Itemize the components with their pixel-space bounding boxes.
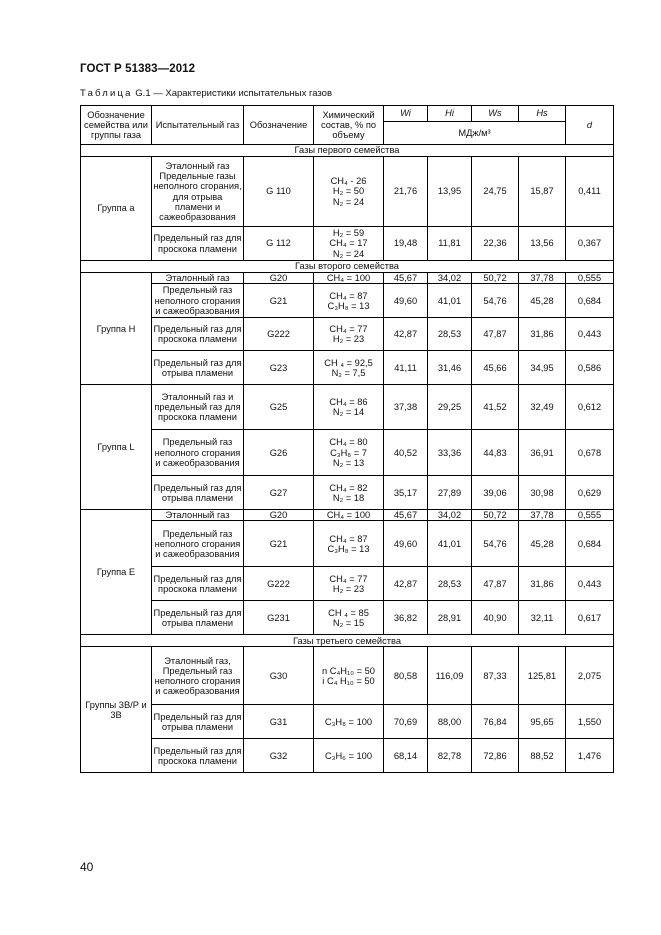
header-density: d xyxy=(566,106,614,145)
density-cell: 0,617 xyxy=(566,601,614,635)
header-test-gas: Испытательный газ xyxy=(152,106,244,145)
composition-line: CH₄ = 87 xyxy=(329,290,368,301)
designation-cell: G20 xyxy=(244,273,314,284)
test-gas-cell: Предельный газ для отрыва пламени xyxy=(152,476,244,510)
ws-cell: 50,72 xyxy=(472,273,519,284)
composition-line: N₂ = 24 xyxy=(332,248,365,259)
wi-cell: 49,60 xyxy=(384,521,428,567)
test-gas-cell: Предельный газ неполного сгорания и сажеобразования xyxy=(152,430,244,476)
composition-cell xyxy=(314,567,384,601)
composition-line: CH₄ = 100 xyxy=(326,273,371,283)
table-row xyxy=(81,647,614,705)
header-hi: Hi xyxy=(428,106,472,122)
hs-cell: 13,56 xyxy=(519,227,566,261)
density-cell: 1,550 xyxy=(566,705,614,739)
table-row xyxy=(81,227,614,261)
ws-cell: 54,76 xyxy=(472,521,519,567)
table-row xyxy=(81,510,614,521)
table-row xyxy=(81,601,614,635)
table-row xyxy=(81,351,614,385)
test-gas-cell: Эталонный газ и предельный газ для проскока пламени xyxy=(152,385,244,430)
designation-cell: G27 xyxy=(244,476,314,510)
hi-cell: 41,01 xyxy=(428,521,472,567)
composition-cell xyxy=(314,739,384,773)
header-ws: Ws xyxy=(472,106,519,122)
ws-cell: 72,86 xyxy=(472,739,519,773)
wi-cell: 41,11 xyxy=(384,351,428,385)
test-gas-cell: Эталонный газ xyxy=(152,273,244,284)
designation-cell: G21 xyxy=(244,284,314,318)
hs-cell: 45,28 xyxy=(519,521,566,567)
composition-cell xyxy=(314,284,384,318)
ws-cell: 47,87 xyxy=(472,318,519,351)
gas-characteristics-table xyxy=(80,105,614,773)
composition-line: n C₄H₁₀ = 50 xyxy=(322,665,375,676)
hi-cell: 13,95 xyxy=(428,157,472,227)
group-name: Группы 3В/Р и 3В xyxy=(81,647,152,773)
hi-cell: 116,09 xyxy=(428,647,472,705)
wi-cell: 35,17 xyxy=(384,476,428,510)
density-cell: 0,684 xyxy=(566,521,614,567)
designation-cell: G31 xyxy=(244,705,314,739)
test-gas-cell: Эталонный газ xyxy=(152,510,244,521)
wi-cell: 45,67 xyxy=(384,273,428,284)
wi-cell: 36,82 xyxy=(384,601,428,635)
hs-cell: 95,65 xyxy=(519,705,566,739)
designation-cell: G21 xyxy=(244,521,314,567)
composition-line: N₂ = 13 xyxy=(332,457,365,468)
density-cell: 0,411 xyxy=(566,157,614,227)
section-title: Газы первого семейства xyxy=(81,145,614,157)
composition-cell xyxy=(314,647,384,705)
table-caption xyxy=(80,88,332,99)
table-row xyxy=(81,521,614,567)
wi-cell: 70,69 xyxy=(384,705,428,739)
wi-cell: 40,52 xyxy=(384,430,428,476)
test-gas-cell: Эталонный газ Предельные газы неполного сгорания, для отрыва пламени и сажеобразования xyxy=(152,157,244,227)
wi-cell: 19,48 xyxy=(384,227,428,261)
designation-cell: G23 xyxy=(244,351,314,385)
composition-line: CH ₄ = 92,5 xyxy=(324,357,373,368)
composition-line: C₃H₈ = 13 xyxy=(327,300,370,311)
wi-cell: 68,14 xyxy=(384,739,428,773)
test-gas-cell: Предельный газ неполного сгорания и сажеобразования xyxy=(152,284,244,318)
group-name: Группа Н xyxy=(81,273,152,385)
wi-cell: 49,60 xyxy=(384,284,428,318)
density-cell: 0,443 xyxy=(566,318,614,351)
designation-cell: G32 xyxy=(244,739,314,773)
composition-line: N₂ = 18 xyxy=(332,492,365,503)
composition-line: CH₄ = 80 xyxy=(329,437,368,448)
document-header: ГОСТ Р 51383—2012 xyxy=(80,63,196,75)
test-gas-cell: Предельный газ для отрыва пламени xyxy=(152,705,244,739)
section-row xyxy=(81,145,614,157)
composition-line: CH₄ = 87 xyxy=(329,533,368,544)
hs-cell: 32,11 xyxy=(519,601,566,635)
hs-cell: 34,95 xyxy=(519,351,566,385)
table-row xyxy=(81,273,614,284)
group-name: Группа Е xyxy=(81,510,152,635)
density-cell: 0,443 xyxy=(566,567,614,601)
composition-cell xyxy=(314,385,384,430)
table-caption-title: G.1 — Характеристики испытательных газов xyxy=(132,88,332,99)
test-gas-cell: Предельный газ неполного сгорания и сажеобразования xyxy=(152,521,244,567)
hi-cell: 34,02 xyxy=(428,510,472,521)
composition-line: CH₄ = 77 xyxy=(329,573,368,584)
wi-cell: 37,38 xyxy=(384,385,428,430)
designation-cell: G231 xyxy=(244,601,314,635)
composition-cell xyxy=(314,510,384,521)
hs-cell: 37,78 xyxy=(519,510,566,521)
test-gas-cell: Предельный газ для отрыва пламени xyxy=(152,601,244,635)
composition-cell xyxy=(314,157,384,227)
hi-cell: 82,78 xyxy=(428,739,472,773)
ws-cell: 40,90 xyxy=(472,601,519,635)
composition-line: N₂ = 14 xyxy=(332,407,365,418)
ws-cell: 41,52 xyxy=(472,385,519,430)
wi-cell: 42,87 xyxy=(384,318,428,351)
composition-line: N₂ = 7,5 xyxy=(331,367,366,378)
density-cell: 0,586 xyxy=(566,351,614,385)
header-units: МДж/м³ xyxy=(384,122,566,145)
table-row xyxy=(81,284,614,318)
composition-line: H₂ = 23 xyxy=(332,334,365,345)
density-cell: 0,629 xyxy=(566,476,614,510)
hi-cell: 41,01 xyxy=(428,284,472,318)
hs-cell: 37,78 xyxy=(519,273,566,284)
designation-cell: G30 xyxy=(244,647,314,705)
ws-cell: 45,66 xyxy=(472,351,519,385)
composition-cell xyxy=(314,705,384,739)
composition-line: H₂ = 59 xyxy=(332,228,365,239)
hs-cell: 31,86 xyxy=(519,318,566,351)
composition-cell xyxy=(314,476,384,510)
ws-cell: 54,76 xyxy=(472,284,519,318)
hi-cell: 28,91 xyxy=(428,601,472,635)
table-row xyxy=(81,318,614,351)
section-row xyxy=(81,635,614,647)
ws-cell: 87,33 xyxy=(472,647,519,705)
ws-cell: 47,87 xyxy=(472,567,519,601)
test-gas-cell: Предельный газ для отрыва пламени xyxy=(152,351,244,385)
hi-cell: 29,25 xyxy=(428,385,472,430)
wi-cell: 42,87 xyxy=(384,567,428,601)
composition-line: C₃H₈ = 100 xyxy=(324,716,373,727)
composition-line: C₃H₆ = 100 xyxy=(324,750,373,761)
composition-cell xyxy=(314,227,384,261)
designation-cell: G26 xyxy=(244,430,314,476)
hi-cell: 33,36 xyxy=(428,430,472,476)
hs-cell: 30,98 xyxy=(519,476,566,510)
test-gas-cell: Предельный газ для проскока пламени xyxy=(152,739,244,773)
density-cell: 0,612 xyxy=(566,385,614,430)
composition-cell xyxy=(314,601,384,635)
composition-cell xyxy=(314,430,384,476)
hs-cell: 125,81 xyxy=(519,647,566,705)
table-row xyxy=(81,430,614,476)
header-hs: Hs xyxy=(519,106,566,122)
section-row xyxy=(81,261,614,273)
test-gas-cell: Предельный газ для проскока пламени xyxy=(152,227,244,261)
density-cell: 1,476 xyxy=(566,739,614,773)
ws-cell: 24,75 xyxy=(472,157,519,227)
density-cell: 2,075 xyxy=(566,647,614,705)
designation-cell: G222 xyxy=(244,318,314,351)
designation-cell: G 110 xyxy=(244,157,314,227)
ws-cell: 39,06 xyxy=(472,476,519,510)
hs-cell: 15,87 xyxy=(519,157,566,227)
test-gas-cell: Предельный газ для проскока пламени xyxy=(152,318,244,351)
ws-cell: 22,36 xyxy=(472,227,519,261)
page-number: 40 xyxy=(80,860,94,874)
density-cell: 0,555 xyxy=(566,273,614,284)
hi-cell: 28,53 xyxy=(428,318,472,351)
table-row xyxy=(81,157,614,227)
composition-line: CH₄ = 86 xyxy=(329,397,368,407)
designation-cell: G 112 xyxy=(244,227,314,261)
table-row xyxy=(81,385,614,430)
group-name: Группа L xyxy=(81,385,152,510)
composition-line: CH₄ = 100 xyxy=(326,510,371,521)
wi-cell: 45,67 xyxy=(384,510,428,521)
table-row xyxy=(81,476,614,510)
ws-cell: 76,84 xyxy=(472,705,519,739)
density-cell: 0,555 xyxy=(566,510,614,521)
test-gas-cell: Предельный газ для проскока пламени xyxy=(152,567,244,601)
ws-cell: 44,83 xyxy=(472,430,519,476)
hs-cell: 31,86 xyxy=(519,567,566,601)
table-row xyxy=(81,567,614,601)
composition-line: H₂ = 23 xyxy=(332,583,365,594)
table-caption-label: Таблица xyxy=(80,88,133,99)
composition-cell xyxy=(314,318,384,351)
composition-cell xyxy=(314,521,384,567)
table-body xyxy=(81,145,614,773)
composition-cell xyxy=(314,351,384,385)
table-row xyxy=(81,705,614,739)
composition-cell xyxy=(314,273,384,284)
composition-line: CH₄ = 17 xyxy=(329,238,368,249)
composition-line: i C₄ H₁₀ = 50 xyxy=(322,675,375,686)
section-title: Газы второго семейства xyxy=(81,261,614,273)
composition-line: CH₄ - 26 xyxy=(330,176,367,187)
hi-cell: 88,00 xyxy=(428,705,472,739)
hi-cell: 28,53 xyxy=(428,567,472,601)
designation-cell: G222 xyxy=(244,567,314,601)
composition-line: N₂ = 24 xyxy=(332,196,365,207)
header-family: Обозначение семейства или группы газа xyxy=(81,106,152,145)
composition-line: N₂ = 15 xyxy=(332,617,365,628)
composition-line: C₃H₈ = 7 xyxy=(330,447,367,458)
composition-line: H₂ = 50 xyxy=(332,186,365,197)
wi-cell: 80,58 xyxy=(384,647,428,705)
composition-line: C₃H₈ = 13 xyxy=(327,543,370,554)
composition-line: CH₄ = 82 xyxy=(329,482,368,493)
density-cell: 0,678 xyxy=(566,430,614,476)
test-gas-cell: Эталонный газ, Предельный газ неполного сгорания и сажеобразования xyxy=(152,647,244,705)
hi-cell: 11,81 xyxy=(428,227,472,261)
hs-cell: 45,28 xyxy=(519,284,566,318)
composition-line: CH ₄ = 85 xyxy=(328,607,369,618)
section-title: Газы третьего семейства xyxy=(81,635,614,647)
density-cell: 0,684 xyxy=(566,284,614,318)
designation-cell: G20 xyxy=(244,510,314,521)
composition-line: CH₄ = 77 xyxy=(329,324,368,334)
hs-cell: 36,91 xyxy=(519,430,566,476)
density-cell: 0,367 xyxy=(566,227,614,261)
header-designation: Обозначение xyxy=(244,106,314,145)
group-name: Группа а xyxy=(81,157,152,261)
hs-cell: 32,49 xyxy=(519,385,566,430)
header-wi: Wi xyxy=(384,106,428,122)
ws-cell: 50,72 xyxy=(472,510,519,521)
hi-cell: 27,89 xyxy=(428,476,472,510)
header-composition: Химический состав, % по объему xyxy=(314,106,384,145)
hs-cell: 88,52 xyxy=(519,739,566,773)
hi-cell: 34,02 xyxy=(428,273,472,284)
table-row xyxy=(81,739,614,773)
wi-cell: 21,76 xyxy=(384,157,428,227)
hi-cell: 31,46 xyxy=(428,351,472,385)
designation-cell: G25 xyxy=(244,385,314,430)
